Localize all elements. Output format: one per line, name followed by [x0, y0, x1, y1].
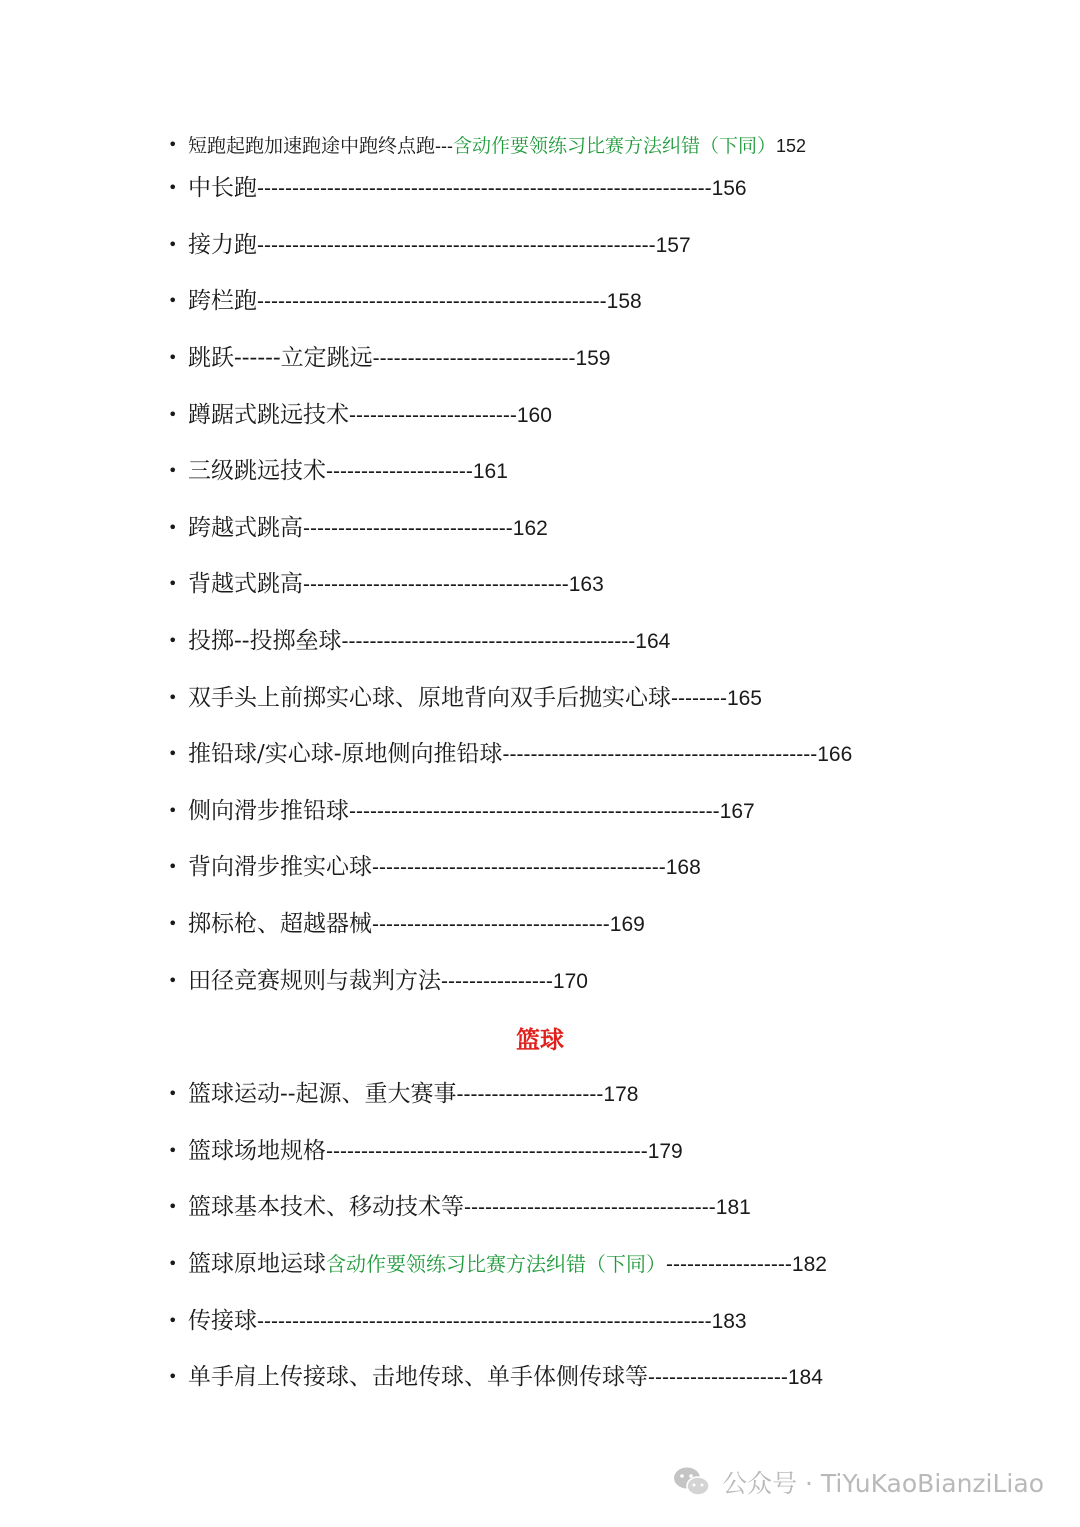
dot-leader: ------------------------------ — [303, 517, 513, 540]
watermark-text: 公众号 · TiYuKaoBianziLiao — [722, 1469, 1044, 1498]
dot-leader: --------------------------------------------------------- — [257, 234, 656, 257]
page-number: 168 — [665, 856, 701, 879]
toc-entry — [168, 739, 852, 770]
dot-leader: ----------------------------------------------------------------- — [257, 1310, 712, 1333]
entry-title: 推铅球/实心球-原地侧向推铅球 — [188, 741, 503, 767]
bullet: • — [168, 744, 178, 763]
page-number: 163 — [568, 573, 604, 596]
bullet: • — [168, 1141, 178, 1160]
entry-title: 传接球 — [188, 1308, 257, 1334]
entry-title: 篮球原地运球 — [188, 1251, 326, 1277]
bullet: • — [168, 235, 178, 254]
entry-title: 侧向滑步推铅球 — [188, 798, 349, 824]
bullet: • — [168, 1311, 178, 1330]
dot-leader: --- — [435, 136, 453, 156]
toc-entry — [168, 400, 552, 431]
dot-leader: ------------------ — [666, 1253, 792, 1276]
toc-entry — [168, 909, 645, 940]
toc-entry — [168, 1192, 751, 1223]
page-number: 169 — [609, 913, 645, 936]
page-number: 178 — [603, 1083, 639, 1106]
entry-note: 含动作要领练习比赛方法纠错（下同） — [453, 135, 777, 157]
section-title-basketball: 篮球 — [516, 1026, 564, 1054]
toc-entry — [168, 1079, 638, 1110]
dot-leader: ------------------------ — [349, 404, 517, 427]
page-number: 157 — [655, 234, 691, 257]
page-number: 160 — [516, 404, 552, 427]
bullet: • — [168, 801, 178, 820]
toc-entry — [168, 513, 548, 544]
bullet: • — [168, 178, 178, 197]
page-number: 183 — [711, 1310, 747, 1333]
page-number: 181 — [715, 1196, 751, 1219]
toc-entry — [168, 456, 508, 487]
entry-title: 田径竞赛规则与裁判方法 — [188, 968, 441, 994]
page-number: 165 — [726, 687, 762, 710]
bullet: • — [168, 291, 178, 310]
dot-leader: --------------------- — [456, 1083, 604, 1106]
entry-title: 跨栏跑 — [188, 288, 257, 314]
bullet: • — [168, 1367, 178, 1386]
entry-title: 投掷--投掷垒球 — [188, 628, 342, 654]
bullet: • — [168, 1084, 178, 1103]
toc-entry — [168, 1249, 827, 1280]
toc-entry — [168, 343, 611, 374]
toc-entry — [168, 286, 642, 317]
toc-entry — [168, 626, 670, 657]
dot-leader: -------------------- — [648, 1366, 788, 1389]
dot-leader: ---------------------------------- — [372, 913, 610, 936]
page-number: 179 — [647, 1140, 683, 1163]
entry-title: 跳跃------立定跳远 — [188, 345, 373, 371]
toc-entry — [168, 683, 762, 714]
bullet: • — [168, 405, 178, 424]
toc-entry — [168, 130, 806, 161]
bullet: • — [168, 518, 178, 537]
entry-title: 接力跑 — [188, 232, 257, 258]
bullet: • — [168, 1197, 178, 1216]
page-number: 167 — [719, 800, 755, 823]
dot-leader: ----------------------------------------------------------------- — [257, 177, 712, 200]
entry-title: 篮球运动--起源、重大赛事 — [188, 1081, 457, 1107]
dot-leader: -------------------------------------------------- — [257, 290, 607, 313]
watermark — [672, 1464, 1044, 1500]
entry-title: 跨越式跳高 — [188, 515, 303, 541]
entry-title: 背越式跳高 — [188, 571, 303, 597]
bullet: • — [168, 574, 178, 593]
entry-title: 双手头上前掷实心球、原地背向双手后抛实心球 — [188, 685, 671, 711]
page-number: 162 — [512, 517, 548, 540]
entry-title: 篮球场地规格 — [188, 1138, 326, 1164]
bullet: • — [168, 348, 178, 367]
entry-title: 短跑起跑加速跑途中跑终点跑 — [188, 135, 436, 157]
entry-title: 单手肩上传接球、击地传球、单手体侧传球等 — [188, 1364, 648, 1390]
dot-leader: ----------------------------------------------------- — [349, 800, 720, 823]
toc-entry — [168, 966, 588, 997]
toc-entry — [168, 1362, 823, 1393]
page-number: 164 — [635, 630, 671, 653]
entry-title: 三级跳远技术 — [188, 458, 326, 484]
page-number: 166 — [817, 743, 853, 766]
page-number: 159 — [575, 347, 611, 370]
dot-leader: ------------------------------------------ — [341, 630, 636, 653]
entry-title: 中长跑 — [188, 175, 257, 201]
page-number: 161 — [472, 460, 508, 483]
toc-entry — [168, 230, 691, 261]
dot-leader: ----------------------------- — [372, 347, 576, 370]
dot-leader: ---------------------------------------------- — [326, 1140, 648, 1163]
entry-note: 含动作要领练习比赛方法纠错（下同） — [326, 1252, 666, 1276]
dot-leader: -------------------------------------- — [303, 573, 569, 596]
bullet: • — [168, 461, 178, 480]
dot-leader: ------------------------------------ — [464, 1196, 716, 1219]
toc-entry — [168, 852, 701, 883]
page-number: 182 — [791, 1253, 827, 1276]
toc-entry — [168, 1306, 747, 1337]
page-number: 184 — [787, 1366, 823, 1389]
dot-leader: -------- — [671, 687, 727, 710]
entry-title: 篮球基本技术、移动技术等 — [188, 1194, 464, 1220]
entry-title: 掷标枪、超越器械 — [188, 911, 372, 937]
dot-leader: ------------------------------------------ — [372, 856, 666, 879]
page-number: 156 — [711, 177, 747, 200]
bullet: • — [168, 688, 178, 707]
page-number: 152 — [776, 136, 807, 156]
bullet: • — [168, 857, 178, 876]
entry-title: 背向滑步推实心球 — [188, 854, 372, 880]
bullet: • — [168, 971, 178, 990]
bullet: • — [168, 631, 178, 650]
entry-title: 蹲踞式跳远技术 — [188, 402, 349, 428]
toc-entry — [168, 173, 747, 204]
toc-entry — [168, 796, 755, 827]
toc-entry — [168, 1136, 683, 1167]
toc-entry — [168, 569, 604, 600]
bullet: • — [168, 1254, 178, 1273]
page-number: 158 — [606, 290, 642, 313]
dot-leader: --------------------------------------------- — [502, 743, 818, 766]
page-number: 170 — [552, 970, 588, 993]
bullet: • — [168, 135, 178, 154]
dot-leader: ---------------- — [441, 970, 553, 993]
wechat-icon — [672, 1465, 712, 1499]
bullet: • — [168, 914, 178, 933]
dot-leader: --------------------- — [326, 460, 473, 483]
